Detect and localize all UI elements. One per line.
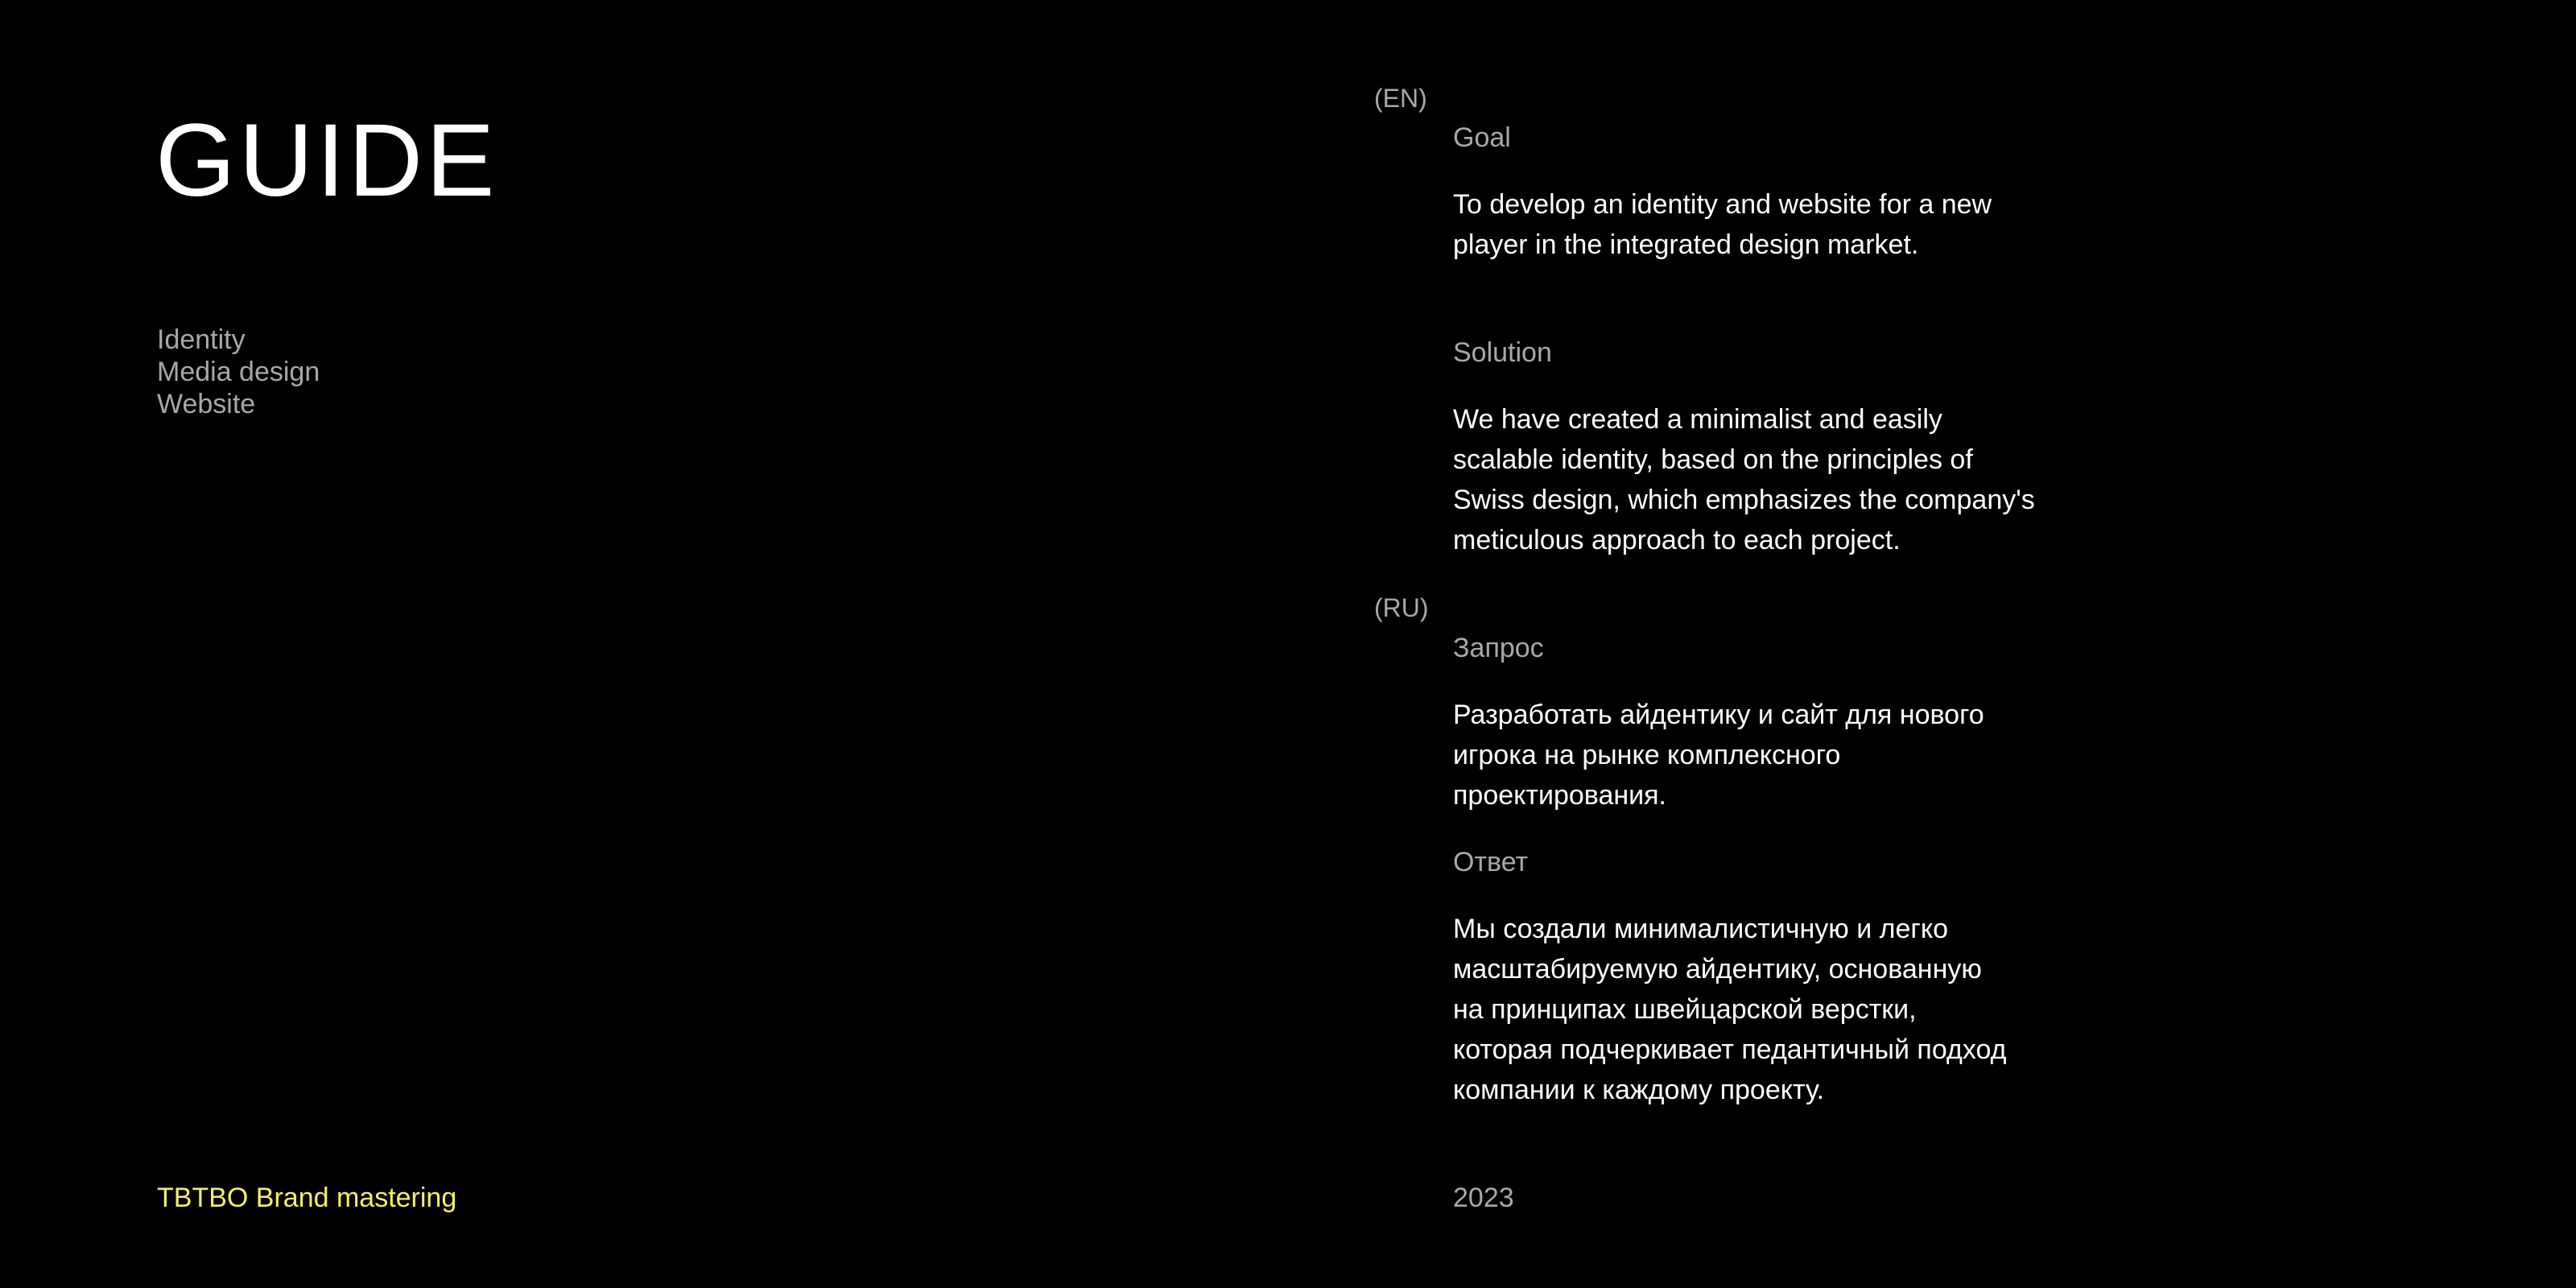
page-title: GUIDE — [155, 103, 498, 218]
solution-section-ru — [1453, 842, 2065, 1110]
service-item-media-design: Media design — [157, 357, 320, 387]
goal-heading-ru: Запрос — [1453, 633, 1544, 663]
language-label-ru: (RU) — [1374, 593, 1429, 622]
brand-credit: TBTBO Brand mastering — [157, 1183, 457, 1213]
goal-text-ru: Разработать айдентику и сайт для нового игрока на рынке комплексного проектирования. — [1453, 700, 1984, 811]
project-year: 2023 — [1453, 1183, 1514, 1213]
goal-section-ru — [1453, 628, 2065, 815]
language-label-en: (EN) — [1374, 84, 1427, 113]
service-item-identity: Identity — [157, 324, 246, 355]
goal-text: To develop an identity and website for a new player in the integrated design market. — [1453, 189, 1992, 260]
solution-heading-ru: Ответ — [1453, 847, 1529, 877]
solution-heading: Solution — [1453, 337, 1552, 368]
solution-section-en — [1453, 332, 2065, 560]
solution-text-ru: Мы создали минималистичную и легко масштабируемую айдентику, основанную на принципах швейцарской верстки, которая подчеркивает педантичный подход компании к каждому проекту. — [1453, 914, 2007, 1105]
solution-text: We have created a minimalist and easily scalable identity, based on the principles of Swiss design, which emphasizes the company's meticulous approach to each project. — [1453, 404, 2035, 555]
goal-heading: Goal — [1453, 122, 1511, 153]
services-list — [157, 324, 320, 420]
service-item-website: Website — [157, 389, 256, 419]
goal-section-en — [1453, 118, 2065, 265]
